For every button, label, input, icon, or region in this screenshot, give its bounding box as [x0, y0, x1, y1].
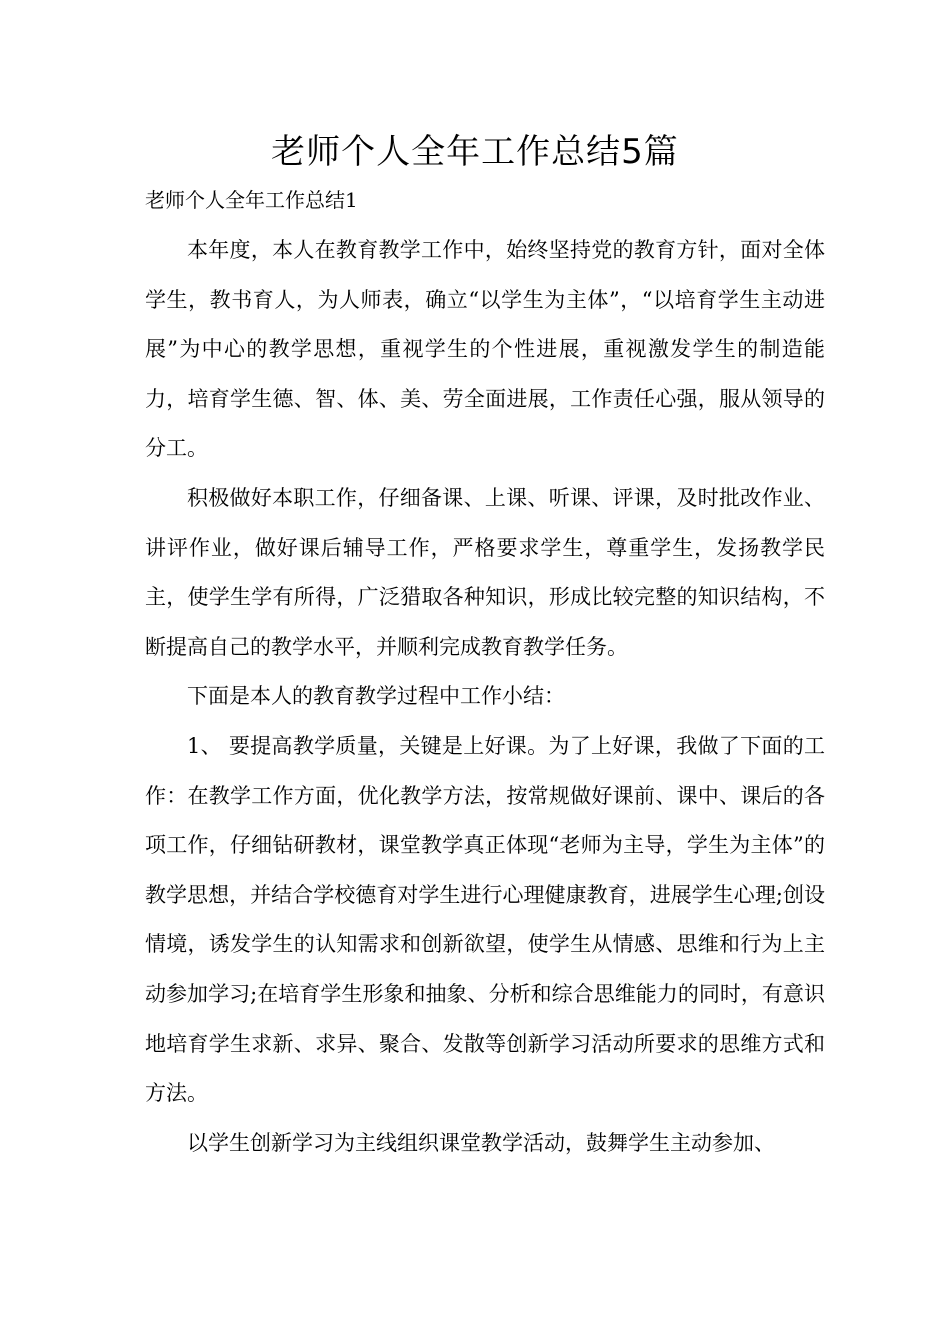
- paragraph-5: 以学生创新学习为主线组织课堂教学活动，鼓舞学生主动参加、: [187, 1130, 775, 1155]
- section-heading: 老师个人全年工作总结1: [145, 188, 358, 212]
- paragraph-4: 1、 要提高教学质量，关键是上好课。为了上好课，我做了下面的工作：在教学工作方面，优化教学方法，按常规做好课前、课中、课后的各项工作，仔细钻研教材，课堂教学真正体现“老师为主导，学生为主体”的教学思想，并结合学校德育对学生进行心理健康教育，进展学生心理;创设情境，诱发学生的认知需求和创新欲望，使学生从情感、思维和行为上主动参加学习;在培育学生形象和抽象、分析和综合思维能力的同时，有意识地培育学生求新、求异、聚合、发散等创新学习活动所要求的思维方式和方法。: [145, 733, 825, 1106]
- document-body: [145, 226, 825, 1168]
- paragraph-2: 积极做好本职工作，仔细备课、上课、听课、评课，及时批改作业、讲评作业，做好课后辅导工作，严格要求学生，尊重学生，发扬教学民主，使学生学有所得，广泛猎取各种知识，形成比较完整的知识结构，不断提高自己的教学水平，并顺利完成教育教学任务。: [145, 485, 825, 659]
- paragraph-1: 本年度，本人在教育教学工作中，始终坚持党的教育方针，面对全体学生，教书育人，为人师表，确立“以学生为主体”，“以培育学生主动进展”为中心的教学思想，重视学生的个性进展，重视激发学生的制造能力，培育学生德、智、体、美、劳全面进展，工作责任心强，服从领导的分工。: [145, 238, 825, 461]
- paragraph-3: 下面是本人的教育教学过程中工作小结：: [187, 684, 565, 709]
- document-title: 老师个人全年工作总结5篇: [271, 132, 679, 172]
